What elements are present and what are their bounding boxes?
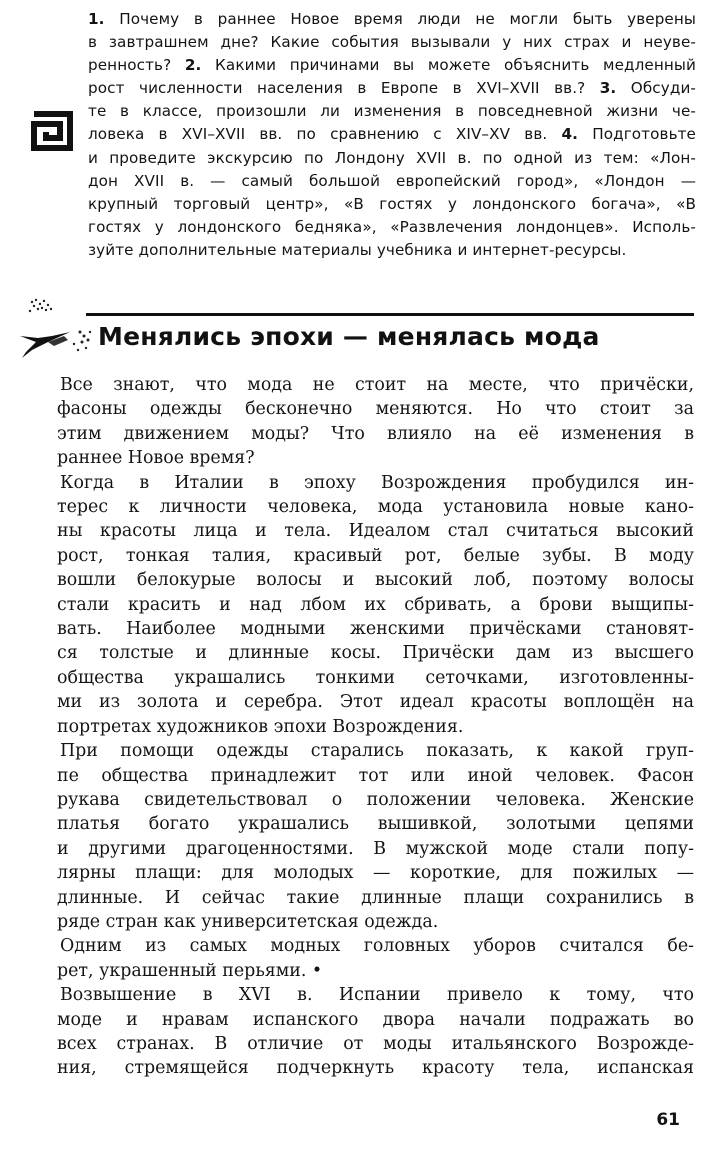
paragraph-line: терес к личности человека, мода установила новые кано- <box>57 497 694 518</box>
paragraph-line: рукава свидетельствовал о положении человека. Женские <box>57 789 694 810</box>
paragraph-line: рост, тонкая талия, красивый рот, белые зубы. В моду <box>57 545 694 566</box>
question-line: крупный торговый центр», «В гостях у лондонского богача», «В <box>88 194 696 213</box>
paragraph-line: вошли белокурые волосы и высокий лоб, поэтому волосы <box>57 570 694 591</box>
paragraph-line: Одним из самых модных головных уборов считался бе- <box>60 936 694 957</box>
paragraph-line: и другими драгоценностями. В мужской моде стали попу- <box>57 838 694 859</box>
paragraph-line: вать. Наиболее модными женскими причёсками становят- <box>57 619 694 640</box>
paragraph-line: Возвышение в XVI в. Испании привело к тому, что <box>60 985 694 1006</box>
paragraph-line: пе общества принадлежит тот или иной человек. Фасон <box>57 765 694 786</box>
paragraph-line: этим движением моды? Что влияло на её изменения в <box>57 423 694 444</box>
question-line: ловека в XVI–XVII вв. по сравнению с XIV–XV вв. 4. Подготовьте <box>88 125 697 144</box>
paragraph-line: портретах художников эпохи Возрождения. <box>57 716 464 737</box>
paragraph-line: платья богато украшались вышивкой, золотыми цепями <box>57 814 694 835</box>
paragraph-line: всех странах. В отличие от моды итальянского Возрожде- <box>57 1033 694 1054</box>
paragraph-line: Когда в Италии в эпоху Возрождения пробудился ин- <box>60 472 694 493</box>
paragraph-line: стали красить и над лбом их сбривать, а брови выщипы- <box>57 594 694 615</box>
paragraph-line: раннее Новое время? <box>57 448 255 469</box>
paragraph-line: моде и нравам испанского двора начали подражать во <box>57 1009 694 1030</box>
question-line: те в классе, произошли ли изменения в повседневной жизни че- <box>88 102 696 121</box>
question-line: рост численности населения в Европе в XVI–XVII вв.? 3. Обсуди- <box>88 79 696 98</box>
question-line: 1. Почему в раннее Новое время люди не могли быть уверены <box>88 10 696 28</box>
review-questions <box>88 8 696 262</box>
heading-rule <box>86 313 694 316</box>
paragraph-line: фасоны одежды бесконечно меняются. Но что стоит за <box>57 399 694 420</box>
paragraph-line: длинные. И сейчас такие длинные плащи сохранились в <box>57 887 694 908</box>
paragraph-line: Все знают, что мода не стоит на месте, что причёски, <box>60 375 694 395</box>
paragraph-line: ся толстые и длинные косы. Причёски дам из высшего <box>57 643 694 664</box>
question-line: и проведите экскурсию по Лондону XVII в. по одной из тем: «Лон- <box>88 148 696 167</box>
paragraph-line: ми из золота и серебра. Этот идеал красоты воплощён на <box>57 692 694 713</box>
paragraph-line: При помощи одежды старались показать, к какой груп- <box>60 741 694 762</box>
question-line: гостях у лондонского бедняка», «Развлечения лондонцев». Исполь- <box>88 217 696 236</box>
question-line: дон XVII в. — самый большой европейский город», «Лондон — <box>88 171 696 190</box>
paragraph-line: лярны плащи: для молодых — короткие, для пожилых — <box>57 863 694 884</box>
question-line: ренность? 2. Какими причинами вы можете объяснить медленный <box>88 56 696 75</box>
page-number: 61 <box>656 1110 680 1130</box>
section-heading: Менялись эпохи — менялась мода <box>98 322 600 351</box>
question-line: в завтрашнем дне? Какие события вызывали у них страх и неуве- <box>88 33 696 52</box>
paragraph-line: рет, украшенный перьями. • <box>57 960 323 981</box>
task-icon <box>30 108 74 152</box>
paragraph-line: общества украшались тонкими сеточками, изготовленны- <box>57 667 694 688</box>
question-line: зуйте дополнительные материалы учебника и интернет-ресурсы. <box>88 240 627 259</box>
paragraph-line: ны красоты лица и тела. Идеалом стал считаться высокий <box>57 521 694 542</box>
body-text <box>57 373 694 1081</box>
paragraph-line: ряде стран как университетская одежда. <box>57 911 439 932</box>
paragraph-line: ния, стремящейся подчеркнуть красоту тела, испанская <box>57 1058 694 1079</box>
heading-ornament-icon <box>18 296 98 360</box>
